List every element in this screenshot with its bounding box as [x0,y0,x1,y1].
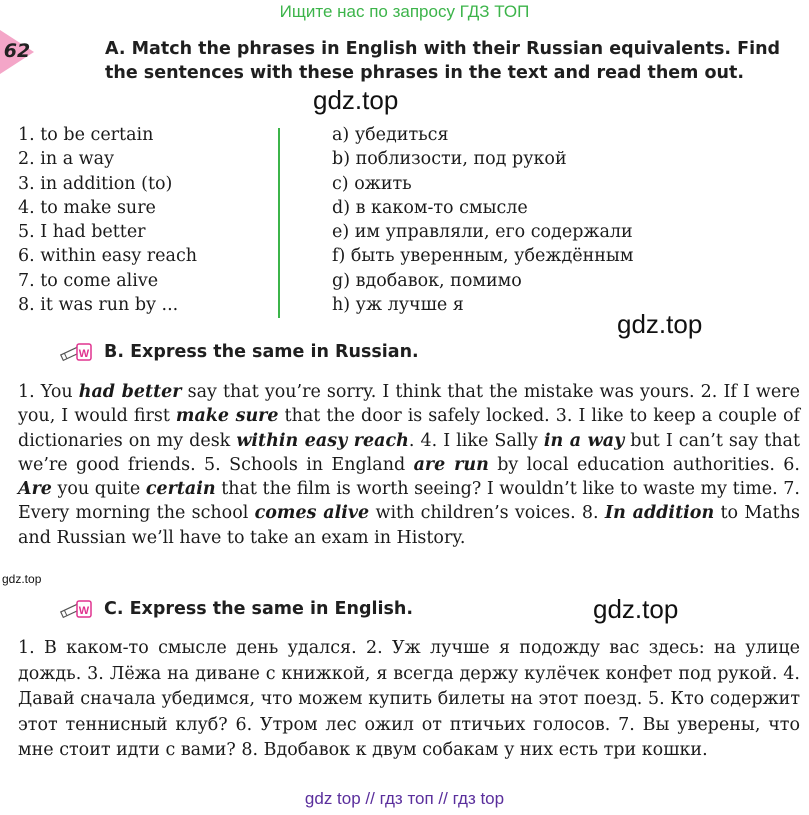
highlighted-phrase: in a way [543,430,625,451]
list-item: 1. to be certain [18,125,154,145]
task-a-heading: A. Match the phrases in English with their Russian equivalents. Find the sentences with these phrases in the text and read them out. [105,39,781,83]
column-divider [278,128,280,318]
list-item: d) в каком-то смысле [332,197,528,218]
highlighted-phrase: make sure [175,406,279,427]
footer-links[interactable]: gdz top // гдз топ // гдз top [304,789,505,808]
list-item: 6. within easy reach [18,246,198,267]
list-item: e) им управляли, его содержали [332,222,633,243]
watermark: gdz.top [617,309,703,339]
top-banner[interactable]: Ищите нас по запросу ГДЗ ТОП [279,2,530,21]
watermark: gdz.top [2,572,42,586]
highlighted-phrase: are run [413,454,489,475]
list-item: 5. I had better [18,222,146,243]
highlighted-phrase: In addition [604,503,715,524]
highlighted-phrase: certain [145,479,216,500]
list-item: f) быть уверенным, убеждённым [332,246,634,267]
list-item: 3. in addition (to) [18,173,173,194]
list-item: a) убедиться [332,125,449,145]
text-segment: that the door is safely locked. 3. I like to keep a couple of dictionaries on my desk [18,406,801,451]
english-phrases-list [18,123,197,317]
text-segment: . 4. I like Sally [408,430,544,451]
list-item: c) ожить [332,173,412,194]
watermark: gdz.top [313,85,399,115]
text-segment: that the film is worth seeing? I wouldn’t like to waste my time. 7. Every morning the school [18,479,800,524]
list-item: 8. it was run by ... [18,295,179,316]
text-segment: with children’s voices. 8. [369,503,605,524]
text-segment: by local education authorities. 6. [488,454,800,475]
text-segment: but I can’t say that we’re good friends. 5. Schools in England [18,430,800,475]
task-c-heading: C. Express the same in English. [104,599,413,619]
text-segment: say that you’re sorry. I think that the mistake was yours. 2. If I were you, I would first [18,382,800,427]
list-item: g) вдобавок, помимо [332,270,522,291]
list-item: b) поблизости, под рукой [332,149,567,170]
task-b-paragraph [18,380,800,550]
task-c-paragraph: 1. В каком-то смысле день удался. 2. Уж лучше я подожду вас здесь: на улице дождь. 3. Лёжа на диване с книжкой, я всегда держу кулёчек конфет под рукой. 4. Давай сначала убедимся, что можем купить билеты на этот поезд. 5. Кто содержит этот теннисный клуб? 6. Утром лес ожил от птичьих голосов. 7. Вы уверены, что мне стоит идти с вами? 8. Вдобавок к двум собакам у них есть три кошки. [18,638,800,760]
list-item: 7. to come alive [18,270,159,291]
icon-letter: W [78,348,90,360]
highlighted-phrase: Are [18,479,52,500]
watermark: gdz.top [593,594,679,624]
list-item: h) уж лучше я [332,295,464,316]
highlighted-phrase: had better [78,382,182,402]
text-segment: you quite [51,479,146,500]
task-b-heading: B. Express the same in Russian. [104,342,419,362]
icon-letter: W [78,605,90,617]
text-segment: to Maths and Russian we’ll have to take an exam in History. [18,503,800,548]
list-item: 4. to make sure [18,197,156,218]
highlighted-phrase: within easy reach [236,430,409,451]
pencil-workbook-icon [60,341,92,363]
pencil-workbook-icon [60,598,92,620]
highlighted-phrase: comes alive [254,503,370,524]
russian-phrases-list [332,123,633,317]
list-item: 2. in a way [18,149,114,170]
page-number: 62 [3,40,31,62]
text-segment: 1. You [18,382,79,402]
